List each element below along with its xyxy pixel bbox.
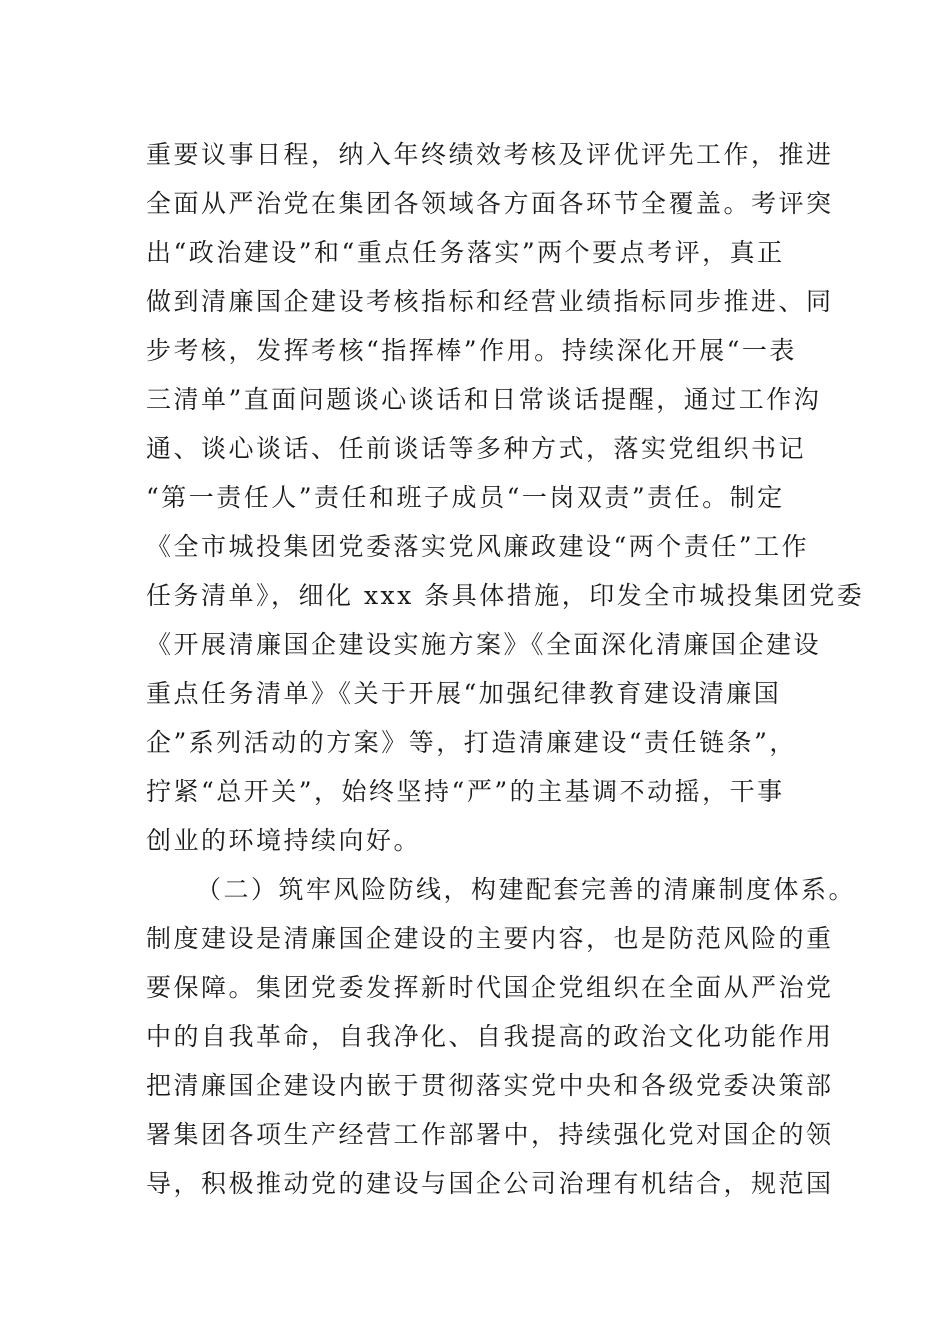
text-line: 全面从严治党在集团各领域各方面各环节全覆盖。考评突 xyxy=(146,189,834,218)
text-line: 导，积极推动党的建设与国企公司治理有机结合，规范国 xyxy=(146,1169,834,1198)
text-line: 三清单”直面问题谈心谈话和日常谈话提醒，通过工作沟 xyxy=(146,385,822,414)
text-line: 署集团各项生产经营工作部署中，持续强化党对国企的领 xyxy=(146,1120,834,1149)
text-line: 拧紧“总开关”，始终坚持“严”的主基调不动摇，干事 xyxy=(146,777,785,806)
text-line: 重点任务清单》《关于开展“加强纪律教育建设清廉国 xyxy=(146,679,782,708)
text-line: 重要议事日程，纳入年终绩效考核及评优评先工作，推进 xyxy=(146,140,834,169)
text-line: 《全市城投集团党委落实党风廉政建设“两个责任”工作 xyxy=(146,532,810,561)
text-line: “第一责任人”责任和班子成员“一岗双责”责任。制定 xyxy=(146,483,785,512)
text-line: 企”系列活动的方案》等，打造清廉建设“责任链条”， xyxy=(146,728,797,757)
text-line: 要保障。集团党委发挥新时代国企党组织在全面从严治党 xyxy=(146,973,834,1002)
text-line: 出“政治建设”和“重点任务落实”两个要点考评，真正 xyxy=(146,238,785,267)
text-line: 任务清单》，细化 xxx 条具体措施，印发全市城投集团党委 xyxy=(146,581,865,610)
body-text xyxy=(146,130,866,1208)
text-line: 做到清廉国企建设考核指标和经营业绩指标同步推进、同 xyxy=(146,287,834,316)
text-line: 把清廉国企建设内嵌于贯彻落实党中央和各级党委决策部 xyxy=(146,1071,834,1100)
text-line: 中的自我革命，自我净化、自我提高的政治文化功能作用 xyxy=(146,1022,834,1051)
text-line: 通、谈心谈话、任前谈话等多种方式，落实党组织书记 xyxy=(146,434,807,463)
section-heading: （二）筑牢风险防线，构建配套完善的清廉制度体系。 xyxy=(196,875,857,904)
text-line: 创业的环境持续向好。 xyxy=(146,826,422,855)
text-line: 《开展清廉国企建设实施方案》《全面深化清廉国企建设 xyxy=(146,630,822,659)
text-line: 步考核，发挥考核“指挥棒”作用。持续深化开展“一表 xyxy=(146,336,797,365)
text-line: 制度建设是清廉国企建设的主要内容，也是防范风险的重 xyxy=(146,924,834,953)
